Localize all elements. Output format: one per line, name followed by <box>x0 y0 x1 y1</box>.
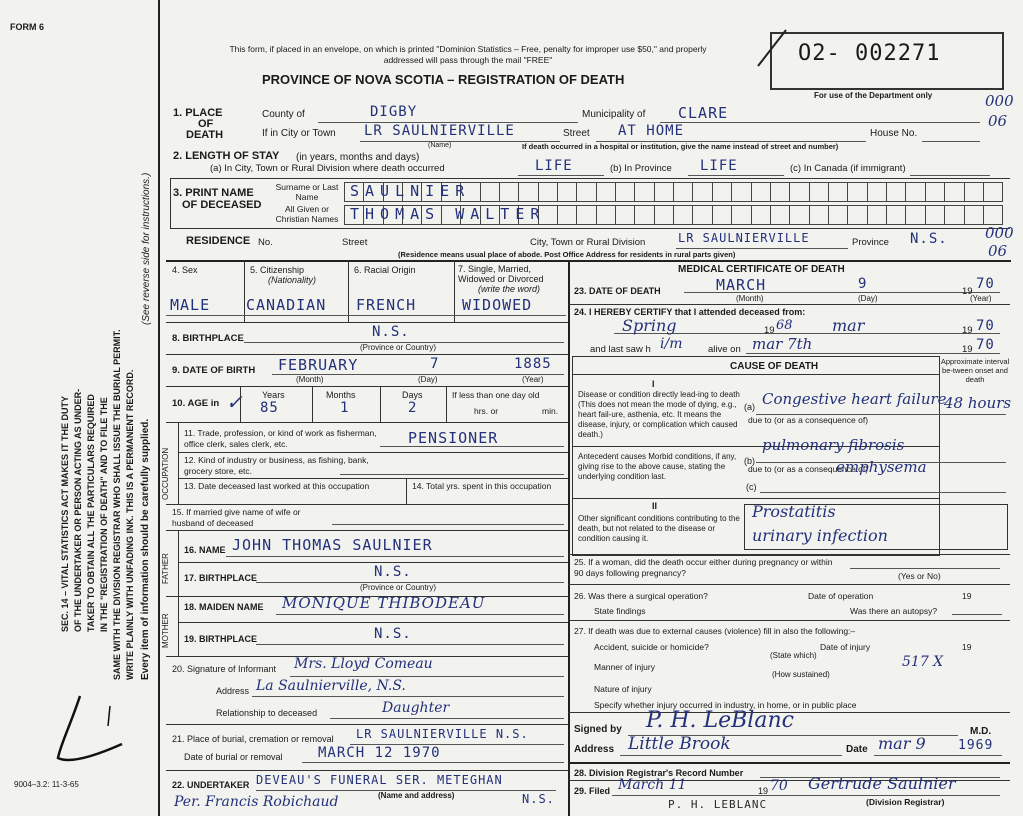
side-text-8: (See reverse side for instructions.) <box>141 172 152 325</box>
autopsy-label: Was there an autopsy? <box>850 606 938 616</box>
reg-number: O2- 002271 <box>798 41 941 66</box>
side-text-5: SAME WITH THE DIVISION REGISTRAR WHO SHALL ISSUE THE BURIAL PERMIT. <box>112 329 122 680</box>
side-text-7: Every item of information should be carefully supplied. <box>140 418 151 680</box>
address-label: Address <box>574 744 615 755</box>
dob-year: 1885 <box>514 356 552 372</box>
mail-notice: This form, if placed in an envelope, on which is printed "Dominion Statistics – Free, penalty for improper use $50," and properly addressed will pass through the mail "FREE" <box>229 44 707 65</box>
stay-label: 2. LENGTH OF STAY <box>173 150 280 162</box>
racial-label: 6. Racial Origin <box>354 265 416 275</box>
death-year: 70 <box>976 276 995 292</box>
dept-code-2a: 000 <box>985 224 1014 242</box>
antecedent-label: Antecedent causes Morbid conditions, if any, giving rise to the above cause, stating the underlying condition last. <box>578 452 737 481</box>
municipality-value: CLARE <box>678 104 729 122</box>
where-label: Specify whether injury occurred in industry, in home, or in public place <box>594 700 857 710</box>
filed-year-prefix: 19 <box>758 786 769 796</box>
surname-value: SAULNIER <box>350 182 471 200</box>
q26-label: 26. Was there a surgical operation? <box>574 591 708 601</box>
citizenship-value: CANADIAN <box>246 296 327 314</box>
state-which-caption: (State which) <box>770 651 817 660</box>
death-month: MARCH <box>716 276 767 294</box>
undertaker-ns: N.S. <box>522 792 555 806</box>
date-value: mar 9 <box>878 734 926 753</box>
burial-date: MARCH 12 1970 <box>318 745 441 761</box>
burial-label: 21. Place of burial, cremation or removal <box>172 734 334 744</box>
stay-a-label: (a) In City, Town or Rural Division where death occurred <box>210 163 445 174</box>
marital-sub: (write the word) <box>478 284 541 294</box>
injury-year: 19 <box>962 642 972 652</box>
q28-label: 28. Division Registrar's Record Number <box>574 768 744 778</box>
city-label: If in City or Town <box>262 128 336 139</box>
stay-b-label: (b) In Province <box>610 163 672 174</box>
nature-label: Nature of injury <box>594 684 652 694</box>
attended-to-century: 19 <box>962 325 973 336</box>
q14-label: 14. Total yrs. spent in this occupation <box>412 481 552 491</box>
death-day: 9 <box>858 276 868 292</box>
citizenship-label: 5. Citizenship <box>250 265 305 275</box>
given-label: All Given or Christian Names <box>275 204 339 224</box>
address-value: Little Brook <box>628 734 731 754</box>
attended-to-year: 70 <box>976 318 995 334</box>
undertaker-per: Per. Francis Robichaud <box>174 794 339 810</box>
margin-divider <box>158 0 160 816</box>
surname-label: Surname or Last Name <box>275 182 339 202</box>
q12-label: 12. Kind of industry or business, as fishing, bank, grocery store, etc. <box>184 455 369 476</box>
dept-code-2b: 06 <box>988 242 1008 260</box>
last-saw-label: and last saw h <box>590 344 651 355</box>
informant-signature: Mrs. Lloyd Comeau <box>294 656 433 672</box>
leblanc-stamp: P. H. LEBLANC <box>668 798 768 811</box>
dob-day: 7 <box>430 356 440 372</box>
q15-label: 15. If married give name of wife or husband of deceased <box>172 507 301 528</box>
side-text-1: SEC. 14 – VITAL STATISTICS ACT MAKES IT THE DUTY <box>60 395 70 632</box>
dob-year-caption: (Year) <box>522 375 544 384</box>
q27-label: 27. If death was due to external causes (violence) fill in also the following:– <box>574 626 856 636</box>
hrs-label: hrs. or <box>474 406 499 416</box>
form-title: PROVINCE OF NOVA SCOTIA – REGISTRATION OF DEATH <box>262 72 625 87</box>
stay-c-label: (c) In Canada (if immigrant) <box>790 163 906 174</box>
undertaker-label: 22. UNDERTAKER <box>172 780 250 790</box>
side-text-6: WRITE PLAINLY WITH UNFADING INK. THIS IS A PERMANENT RECORD. <box>125 369 135 680</box>
q23-label: 23. DATE OF DEATH <box>574 286 661 296</box>
death-day-caption: (Day) <box>858 294 878 303</box>
birthplace-value: N.S. <box>372 324 410 340</box>
dept-code-1b: 06 <box>988 112 1008 130</box>
residence-no-label: No. <box>258 237 273 248</box>
form-code: 9004–3.2: 11-3-65 <box>14 780 79 789</box>
date-label: Date <box>846 744 868 755</box>
cause-a: Congestive heart failure <box>762 390 947 408</box>
sex-label: 4. Sex <box>172 265 198 275</box>
signed-label: Signed by <box>574 724 622 735</box>
dept-use: For use of the Department only <box>814 91 933 100</box>
age-check: ✓ <box>226 390 243 414</box>
q11-label: 11. Trade, profession, or kind of work as fisherman, office clerk, sales clerk, etc. <box>184 428 377 449</box>
county-value: DIGBY <box>370 104 418 120</box>
q13-label: 13. Date deceased last worked at this occupation <box>184 481 370 491</box>
place-death: DEATH <box>186 129 224 141</box>
age-months: 1 <box>340 400 350 416</box>
dob-month: FEBRUARY <box>278 356 359 374</box>
mother-name: MONIQUE THIBODEAU <box>282 594 486 612</box>
registrar-caption: (Division Registrar) <box>866 797 945 807</box>
stay-sub: (in years, months and days) <box>296 152 420 163</box>
years-label: Years <box>262 390 285 400</box>
q29-label: 29. Filed <box>574 786 611 796</box>
marital-value: WIDOWED <box>462 296 533 314</box>
age-years: 85 <box>260 400 279 416</box>
how-sustained-caption: (How sustained) <box>772 670 830 679</box>
given-value: THOMAS WALTER <box>350 205 546 223</box>
months-label: Months <box>326 390 356 400</box>
place-of: OF <box>198 118 214 130</box>
dept-code-1a: 000 <box>985 92 1014 110</box>
roman-1: I <box>652 379 655 389</box>
last-saw-century: 19 <box>962 344 973 355</box>
relationship-value: Daughter <box>382 700 450 716</box>
occupation-side: OCCUPATION <box>161 447 170 500</box>
city-value: LR SAULNIERVILLE <box>364 123 515 139</box>
birthplace-caption: (Province or Country) <box>360 343 437 352</box>
side-text-4: IN THE "REGISTRATION OF DEATH" AND TO FILE THE <box>99 397 109 632</box>
father-birthplace-caption: (Province or Country) <box>360 583 437 592</box>
registrar-signature: Gertrude Saulnier <box>808 774 956 793</box>
last-saw-hw: i/m <box>660 336 683 352</box>
burial-place: LR SAULNIERVILLE N.S. <box>356 727 529 741</box>
residence-province-label: Province <box>852 237 889 248</box>
citizenship-sub: (Nationality) <box>268 275 317 285</box>
stay-b-value: LIFE <box>700 158 738 174</box>
other-condition-2: urinary infection <box>752 526 888 545</box>
residence-note: (Residence means usual place of abode. Post Office Address for residents in rural parts given) <box>398 250 736 259</box>
filed-year: 70 <box>770 778 788 794</box>
undertaker-caption: (Name and address) <box>378 791 455 800</box>
filed-date: March 11 <box>618 777 687 793</box>
alive-on: alive on <box>708 344 741 355</box>
last-saw-date: mar 7th <box>752 335 813 353</box>
death-month-caption: (Month) <box>736 294 764 303</box>
dob-label: 9. DATE OF BIRTH <box>172 365 256 376</box>
mother-side: MOTHER <box>161 613 170 648</box>
direct-cause-label: Disease or condition directly lead-ing to death (This does not mean the mode of dying, e.g., heart fail-ure, asthenia, etc. It means the disease, injury, or complication which caused death.) <box>578 390 740 439</box>
q24-label: 24. I HEREBY CERTIFY that I attended deceased from: <box>574 307 806 317</box>
medical-title: MEDICAL CERTIFICATE OF DEATH <box>678 264 845 275</box>
state-findings: State findings <box>594 606 646 616</box>
burial-date-label: Date of burial or removal <box>184 752 283 762</box>
other-condition-1: Prostatitis <box>752 502 836 521</box>
sex-value: MALE <box>170 296 211 314</box>
md-label: M.D. <box>970 726 992 737</box>
municipality-label: Municipality of <box>582 109 646 120</box>
name-label-2: OF DECEASED <box>182 199 262 211</box>
operation-date-label: Date of operation <box>808 591 874 601</box>
interval-a: 48 hours <box>944 394 1012 412</box>
street-label: Street <box>563 128 590 139</box>
q25-label: 25. If a woman, did the death occur either during pregnancy or within 90 days following pregnancy? <box>574 557 833 578</box>
mother-birthplace: N.S. <box>374 626 412 642</box>
name-caption: (Name) <box>428 142 452 149</box>
residence-city-label: City, Town or Rural Division <box>530 237 646 248</box>
father-name: JOHN THOMAS SAULNIER <box>232 536 433 554</box>
other-conditions-label: Other significant conditions contributing to the death, but not related to the disease or condition causing it. <box>578 514 740 543</box>
informant-address-label: Address <box>216 686 250 696</box>
father-birthplace-label: 17. BIRTHPLACE <box>184 573 258 583</box>
min-label: min. <box>542 406 559 416</box>
street-value: AT HOME <box>618 123 685 139</box>
roman-2: II <box>652 501 658 511</box>
operation-year: 19 <box>962 591 972 601</box>
less-than-day: If less than one day old <box>452 390 540 400</box>
attended-from-century: 19 <box>764 325 775 336</box>
death-year-caption: (Year) <box>970 294 992 303</box>
form-id: FORM 6 <box>10 22 45 32</box>
age-days: 2 <box>408 400 418 416</box>
reg-slash <box>754 28 790 68</box>
manner-label: Manner of injury <box>594 662 655 672</box>
residence-city: LR SAULNIERVILLE <box>678 231 810 245</box>
number-517: 517 X <box>902 654 944 670</box>
interval-label: Approximate interval be-tween onset and death <box>940 357 1010 384</box>
attended-from-yy: 68 <box>776 318 793 333</box>
county-label: County of <box>262 109 305 120</box>
accident-label: Accident, suicide or homicide? <box>594 642 709 652</box>
informant-address: La Saulnierville, N.S. <box>256 678 406 694</box>
birthplace-label: 8. BIRTHPLACE <box>172 333 244 344</box>
father-birthplace: N.S. <box>374 564 412 580</box>
death-year-prefix: 19 <box>962 286 973 297</box>
registrar-mark <box>40 686 130 776</box>
racial-value: FRENCH <box>356 296 417 314</box>
cause-title: CAUSE OF DEATH <box>730 361 819 372</box>
informant-label: 20. Signature of Informant <box>172 664 277 674</box>
relationship-label: Relationship to deceased <box>216 708 318 718</box>
attended-from: Spring <box>622 316 677 335</box>
due-to-2: due to (or as a consequence of) <box>748 464 869 474</box>
mother-name-label: 18. MAIDEN NAME <box>184 602 264 612</box>
age-label: 10. AGE in <box>172 398 220 409</box>
days-label: Days <box>402 390 423 400</box>
house-label: House No. <box>870 128 918 139</box>
hospital-note: If death occurred in a hospital or institution, give the name instead of street and number) <box>522 142 839 151</box>
dob-day-caption: (Day) <box>418 375 438 384</box>
marital-label: 7. Single, Married, Widowed or Divorced <box>458 264 544 284</box>
mother-birthplace-label: 19. BIRTHPLACE <box>184 634 258 644</box>
due-to-1: due to (or as a consequence of) <box>748 415 869 425</box>
residence-street-label: Street <box>342 237 368 248</box>
stay-a-value: LIFE <box>535 158 573 174</box>
side-text-2: OF THE UNDERTAKER OR PERSON ACTING AS UNDER- <box>73 388 83 632</box>
father-name-label: 16. NAME <box>184 545 226 555</box>
name-label-1: 3. PRINT NAME <box>173 187 254 199</box>
cause-b: pulmonary fibrosis <box>762 436 905 454</box>
residence-province: N.S. <box>910 231 948 247</box>
q11-value: PENSIONER <box>408 429 499 447</box>
yes-no-caption: (Yes or No) <box>898 571 941 581</box>
cause-b2: emphysema <box>836 458 927 476</box>
signed-value: P. H. LeBlanc <box>646 708 794 733</box>
undertaker-value: DEVEAU'S FUNERAL SER. METEGHAN <box>256 773 503 787</box>
place-label: 1. PLACE <box>173 107 223 119</box>
father-side: FATHER <box>161 553 170 584</box>
last-saw-year: 70 <box>976 337 995 353</box>
side-text-3: TAKER TO OBTAIN ALL THE PARTICULARS REQUIRED <box>86 394 96 632</box>
attended-to: mar <box>832 316 865 335</box>
residence-label: RESIDENCE <box>186 235 251 247</box>
injury-date-label: Date of injury <box>820 642 871 652</box>
date-year: 1969 <box>958 738 994 753</box>
dob-month-caption: (Month) <box>296 375 324 384</box>
